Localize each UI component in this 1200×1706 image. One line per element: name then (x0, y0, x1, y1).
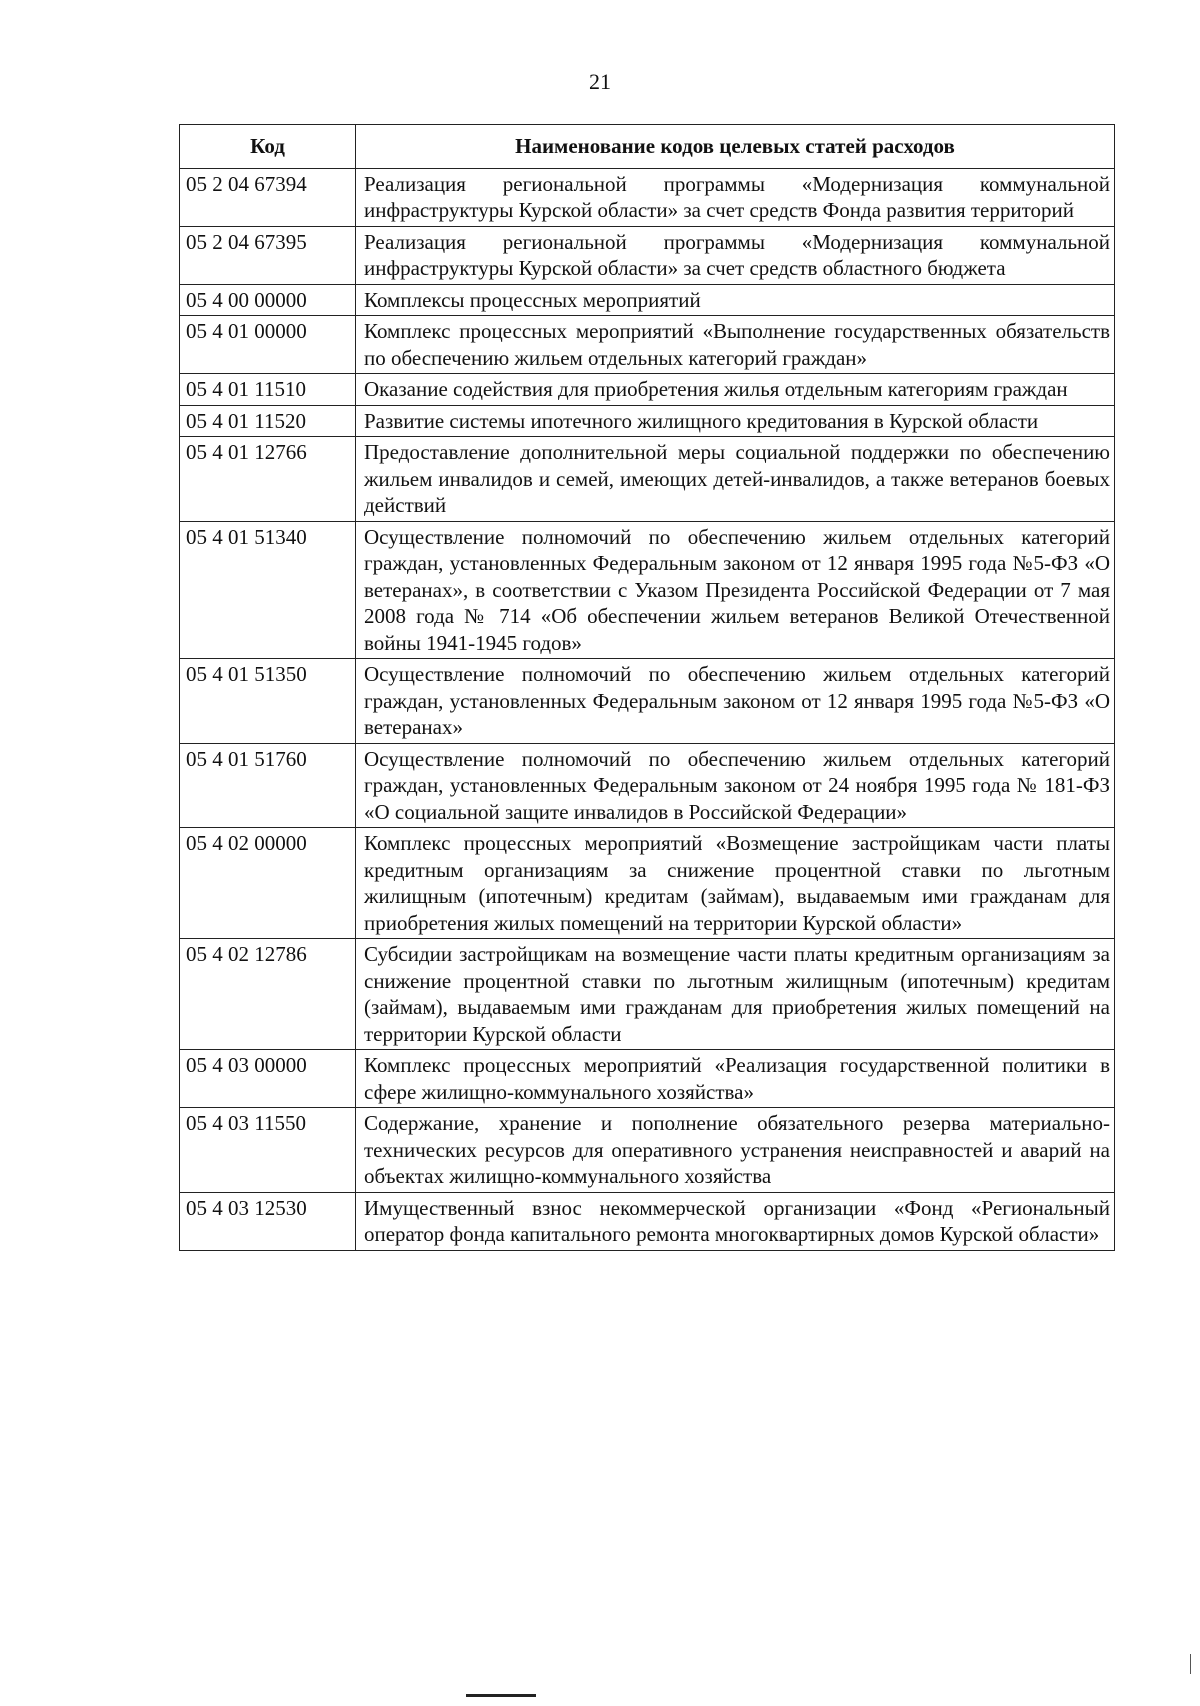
row-name: Комплекс процессных мероприятий «Выполнение государственных обязательств по обеспечению жильем отдельных категорий граждан» (356, 316, 1115, 374)
row-code: 05 4 03 12530 (180, 1192, 356, 1250)
table-row (180, 1050, 1115, 1108)
table-row (180, 168, 1115, 226)
row-name: Осуществление полномочий по обеспечению жильем отдельных категорий граждан, установленных Федеральным законом от 12 января 1995 года №5-ФЗ «О ветеранах», в соответствии с Указом Президента Российской Федерации от 7 мая 2008 года № 714 «Об обеспечении жильем ветеранов Великой Отечественной войны 1941-1945 годов» (356, 521, 1115, 659)
row-name: Осуществление полномочий по обеспечению жильем отдельных категорий граждан, установленных Федеральным законом от 24 ноября 1995 года № 181-ФЗ «О социальной защите инвалидов в Российской Федерации» (356, 743, 1115, 828)
row-name: Предоставление дополнительной меры социальной поддержки по обеспечению жильем инвалидов и семей, имеющих детей-инвалидов, а также ветеранов боевых действий (356, 437, 1115, 522)
row-code: 05 2 04 67394 (180, 168, 356, 226)
row-code: 05 4 03 00000 (180, 1050, 356, 1108)
page-number: 21 (589, 69, 611, 94)
table-row (180, 226, 1115, 284)
table-row (180, 284, 1115, 316)
row-code: 05 4 01 11510 (180, 374, 356, 406)
row-code: 05 4 02 00000 (180, 828, 356, 939)
header-code: Код (180, 125, 356, 169)
row-name: Реализация региональной программы «Модернизация коммунальной инфраструктуры Курской области» за счет средств областного бюджета (356, 226, 1115, 284)
row-code: 05 4 01 51340 (180, 521, 356, 659)
target-expense-codes-table (179, 124, 1115, 1251)
table-row (180, 374, 1115, 406)
row-code: 05 4 01 12766 (180, 437, 356, 522)
row-name: Содержание, хранение и пополнение обязательного резерва материально-технических ресурсов для оперативного устранения неисправностей и аварий на объектах жилищно-коммунального хозяйства (356, 1108, 1115, 1193)
row-code: 05 4 01 11520 (180, 405, 356, 437)
table-row (180, 1192, 1115, 1250)
table-row (180, 437, 1115, 522)
table-header-row (180, 125, 1115, 169)
table-row (180, 316, 1115, 374)
scan-artifact-mark (1190, 1654, 1191, 1674)
table-row (180, 521, 1115, 659)
row-name: Субсидии застройщикам на возмещение части платы кредитным организациям за снижение процентной ставки по льготным жилищным (ипотечным) кредитам (займам), выдаваемым ими гражданам для приобретения жилых помещений на территории Курской области (356, 939, 1115, 1050)
row-code: 05 4 00 00000 (180, 284, 356, 316)
row-name: Оказание содействия для приобретения жилья отдельным категориям граждан (356, 374, 1115, 406)
table-row (180, 939, 1115, 1050)
row-name: Развитие системы ипотечного жилищного кредитования в Курской области (356, 405, 1115, 437)
row-name: Осуществление полномочий по обеспечению жильем отдельных категорий граждан, установленных Федеральным законом от 12 января 1995 года №5-ФЗ «О ветеранах» (356, 659, 1115, 744)
row-code: 05 2 04 67395 (180, 226, 356, 284)
row-name: Комплексы процессных мероприятий (356, 284, 1115, 316)
table-row (180, 1108, 1115, 1193)
table-row (180, 405, 1115, 437)
row-name: Реализация региональной программы «Модернизация коммунальной инфраструктуры Курской области» за счет средств Фонда развития территорий (356, 168, 1115, 226)
table-row (180, 743, 1115, 828)
row-code: 05 4 01 51760 (180, 743, 356, 828)
row-code: 05 4 02 12786 (180, 939, 356, 1050)
row-code: 05 4 01 51350 (180, 659, 356, 744)
table-row (180, 659, 1115, 744)
row-name: Комплекс процессных мероприятий «Возмещение застройщикам части платы кредитным организациям за снижение процентной ставки по льготным жилищным (ипотечным) кредитам (займам), выдаваемым ими гражданам для приобретения жилых помещений на территории Курской области» (356, 828, 1115, 939)
table-row (180, 828, 1115, 939)
row-code: 05 4 01 00000 (180, 316, 356, 374)
row-name: Имущественный взнос некоммерческой организации «Фонд «Региональный оператор фонда капитального ремонта многоквартирных домов Курской области» (356, 1192, 1115, 1250)
header-name: Наименование кодов целевых статей расходов (356, 125, 1115, 169)
row-code: 05 4 03 11550 (180, 1108, 356, 1193)
row-name: Комплекс процессных мероприятий «Реализация государственной политики в сфере жилищно-коммунального хозяйства» (356, 1050, 1115, 1108)
footer-mark (466, 1694, 536, 1697)
